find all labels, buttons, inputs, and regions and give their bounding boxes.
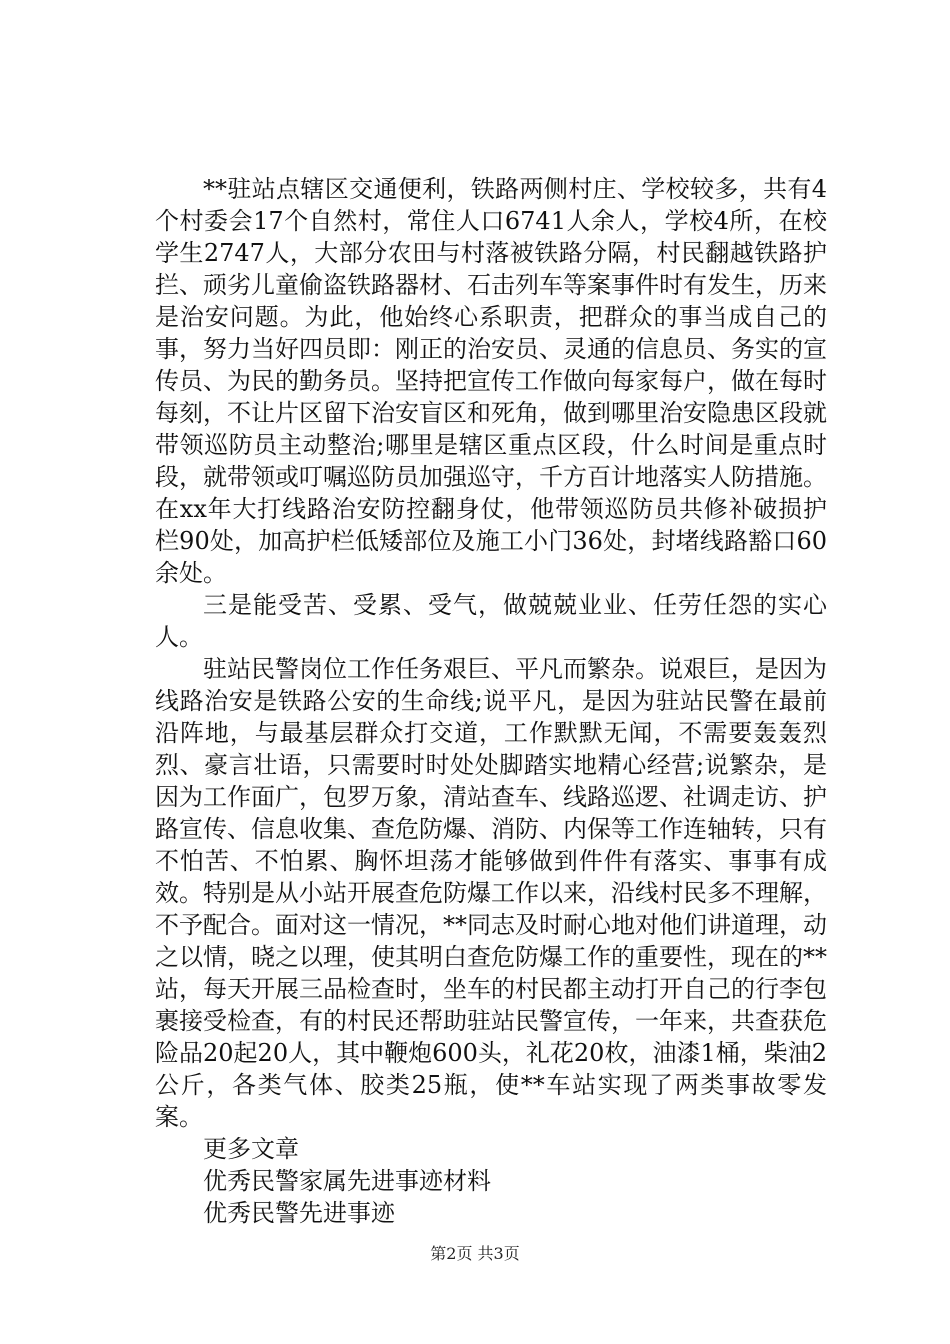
document-body	[155, 173, 827, 1229]
article-link-police[interactable]: 优秀民警先进事迹	[203, 1199, 395, 1227]
paragraph-police-work: 驻站民警岗位工作任务艰巨、平凡而繁杂。说艰巨，是因为线路治安是铁路公安的生命线;说平凡，是因为驻站民警在最前沿阵地，与最基层群众打交道，工作默默无闻，不需要轰轰烈烈、豪言壮语，只需要时时处处脚踏实地精心经营;说繁杂，是因为工作面广，包罗万象，清站查车、线路巡逻、社调走访、护路宣传、信息收集、查危防爆、消防、内保等工作连轴转，只有不怕苦、不怕累、胸怀坦荡才能够做到件件有落实、事事有成效。特别是从小站开展查危防爆工作以来，沿线村民多不理解，不予配合。面对这一情况，**同志及时耐心地对他们讲道理，动之以情，晓之以理，使其明白查危防爆工作的重要性，现在的**站，每天开展三品检查时，坐车的村民都主动打开自己的行李包裹接受检查，有的村民还帮助驻站民警宣传，一年来，共查获危险品20起20人，其中鞭炮600头，礼花20枚，油漆1桶，柴油2公斤，各类气体、胶类25瓶，使**车站实现了两类事故零发案。	[155, 655, 827, 1131]
more-articles-heading: 更多文章	[203, 1135, 299, 1163]
article-link-family[interactable]: 优秀民警家属先进事迹材料	[203, 1167, 491, 1195]
paragraph-point-three: 三是能受苦、受累、受气，做兢兢业业、任劳任怨的实心人。	[155, 591, 827, 651]
page-number-footer: 第2页 共3页	[430, 1244, 520, 1263]
paragraph-station-area: **驻站点辖区交通便利，铁路两侧村庄、学校较多，共有4个村委会17个自然村，常住人口6741人余人，学校4所，在校学生2747人，大部分农田与村落被铁路分隔，村民翻越铁路护拦、顽劣儿童偷盗铁路器材、石击列车等案事件时有发生，历来是治安问题。为此，他始终心系职责，把群众的事当成自己的事，努力当好四员即：刚正的治安员、灵通的信息员、务实的宣传员、为民的勤务员。坚持把宣传工作做向每家每户，做在每时每刻，不让片区留下治安盲区和死角，做到哪里治安隐患区段就带领巡防员主动整治;哪里是辖区重点区段，什么时间是重点时段，就带领或叮嘱巡防员加强巡守，千方百计地落实人防措施。在xx年大打线路治安防控翻身仗，他带领巡防员共修补破损护栏90处，加高护栏低矮部位及施工小门36处，封堵线路豁口60余处。	[155, 175, 827, 587]
